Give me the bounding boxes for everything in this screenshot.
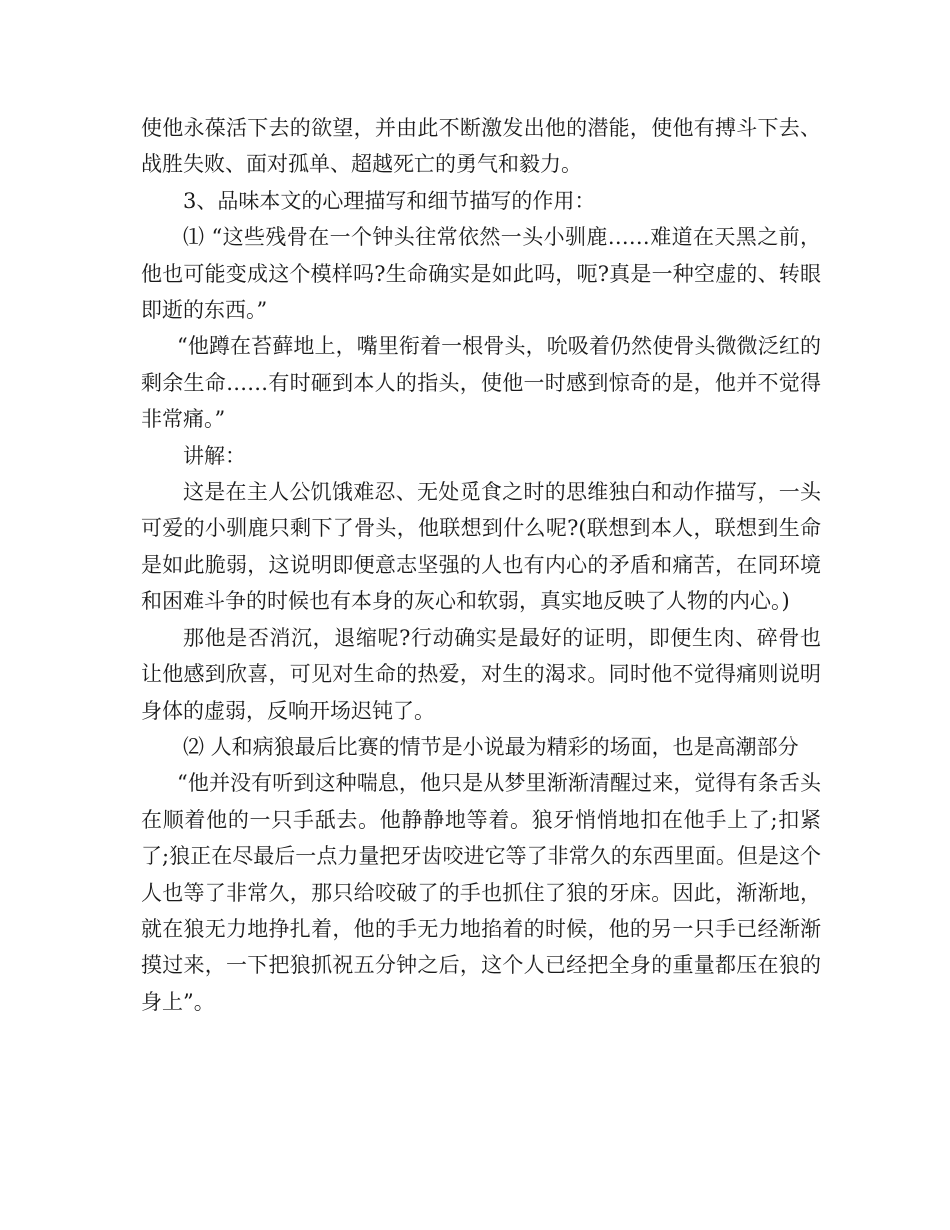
quote-3: “他并没有听到这种喘息，他只是从梦里渐渐清醒过来，觉得有条舌头在顺着他的一只手舐去。他静静地等着。狼牙悄悄地扣在他手上了;扣紧了;狼正在尽最后一点力量把牙齿咬进它等了非常久的东西里面。但是这个人也等了非常久，那只给咬破了的手也抓住了狼的牙床。因此，渐渐地，就在狼无力地挣扎着，他的手无力地掐着的时候，他的另一只手已经渐渐摸过来，一下把狼抓祝五分钟之后，这个人已经把全身的重量都压在狼的身上”。 [141, 771, 821, 1014]
paragraph-continuation: 使他永葆活下去的欲望，并由此不断激发出他的潜能，使他有搏斗下去、战胜失败、面对孤单、超越死亡的勇气和毅力。 [141, 116, 821, 177]
explanation-paragraph-2: 那他是否消沉，退缩呢?行动确实是最好的证明，即便生肉、碎骨也让他感到欣喜，可见对生命的热爱，对生的渴求。同时他不觉得痛则说明身体的虚弱，反响开场迟钝了。 [141, 625, 821, 723]
quote-2: “他蹲在苔藓地上，嘴里衔着一根骨头，吮吸着仍然使骨头微微泛红的剩余生命……有时砸到本人的指头，使他一时感到惊奇的是，他并不觉得非常痛。” [141, 334, 821, 432]
explanation-label: 讲解： [183, 443, 246, 468]
section-heading-3: 3、品味本文的心理描写和细节描写的作用： [183, 188, 596, 213]
document-page [141, 110, 821, 1020]
subsection-2: ⑵ 人和病狼最后比赛的情节是小说最为精彩的场面，也是高潮部分 [183, 734, 799, 759]
explanation-paragraph-1: 这是在主人公饥饿难忍、无处觅食之时的思维独白和动作描写，一头可爱的小驯鹿只剩下了骨头，他联想到什么呢?(联想到本人，联想到生命是如此脆弱，这说明即便意志坚强的人也有内心的矛盾和痛苦，在同环境和困难斗争的时候也有本身的灰心和软弱，真实地反映了人物的内心。) [141, 480, 821, 614]
quote-1: ⑴ “这些残骨在一个钟头往常依然一头小驯鹿……难道在天黑之前，他也可能变成这个模样吗?生命确实是如此吗，呃?真是一种空虚的、转眼即逝的东西。” [141, 225, 821, 323]
